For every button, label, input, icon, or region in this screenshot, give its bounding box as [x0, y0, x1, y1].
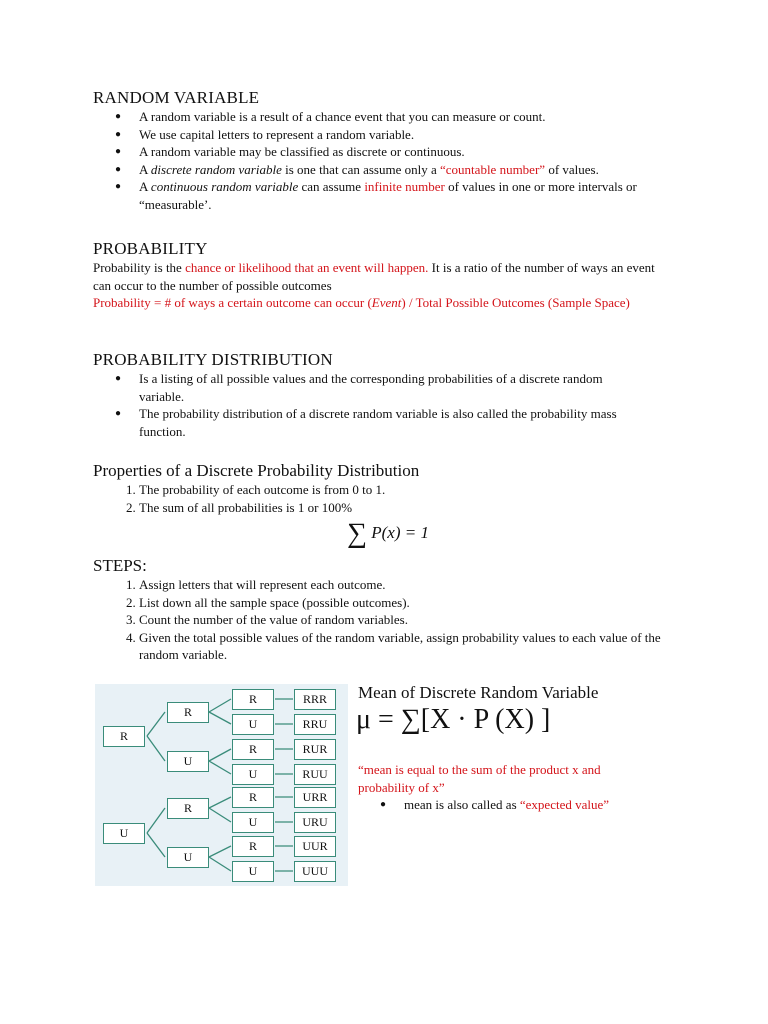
mean-list [358, 796, 648, 814]
italic-term: discrete random variable [150, 161, 282, 177]
distribution-list [93, 370, 683, 440]
list-item: ● Is a listing of all possible values and the corresponding probabilities of a discrete random variable. [139, 370, 633, 405]
tree-outcome: URU [294, 812, 336, 833]
tree-outcome: UUU [294, 861, 336, 882]
text: Probability is the [93, 260, 186, 275]
list-item: 4. Given the total possible values of the random variable, assign probability values to each value of the random variable. [139, 629, 683, 664]
list-item [139, 161, 683, 179]
mean-formula: μ = ∑[X · P (X) ] [356, 704, 551, 735]
text: can assume [298, 179, 365, 194]
tree-node-l3: R [232, 787, 274, 808]
italic-term: continuous random variable [150, 179, 299, 194]
properties-heading: Properties of a Discrete Probability Distribution [93, 461, 420, 480]
tree-diagram [95, 684, 348, 886]
section-properties [93, 461, 683, 550]
random-variable-heading: RANDOM VARIABLE [93, 88, 260, 107]
text: of values in one or more intervals or “measurable’. [139, 179, 637, 212]
distribution-heading: PROBABILITY DISTRIBUTION [93, 350, 333, 369]
properties-list [93, 481, 683, 516]
text: ) / Total Possible Outcomes (Sample Space) [401, 295, 630, 310]
steps-list [93, 576, 683, 664]
list-item: 3. Count the number of the value of random variables. [139, 611, 683, 629]
probability-definition [93, 259, 675, 294]
probability-heading: PROBABILITY [93, 239, 208, 258]
text: of values. [545, 161, 599, 177]
tree-node-u-r: R [167, 798, 209, 819]
text: is one that can assume only a [281, 161, 441, 177]
text: A [139, 179, 151, 194]
text: A [139, 161, 151, 177]
tree-node-u-u: U [167, 847, 209, 868]
probability-formula [93, 294, 675, 312]
list-item [404, 796, 648, 814]
formula-text: P(x) = 1 [371, 523, 429, 542]
list-item: 1. The probability of each outcome is from 0 to 1. [139, 481, 683, 499]
sum-formula [93, 518, 683, 550]
mean-description [358, 761, 648, 814]
tree-node-l3: R [232, 689, 274, 710]
list-item [139, 178, 683, 213]
tree-node-l3: U [232, 861, 274, 882]
tree-node-l3: R [232, 739, 274, 760]
text: mean is also called as [404, 797, 520, 812]
tree-node-l3: R [232, 836, 274, 857]
mean-heading: Mean of Discrete Random Variable [358, 683, 599, 702]
tree-outcome: UUR [294, 836, 336, 857]
list-item: 1. Assign letters that will represent each outcome. [139, 576, 683, 594]
highlight-text: “countable number” [440, 161, 546, 177]
text: It is a ratio of the number of ways an event can occur to the number of possible outcomes [93, 260, 655, 293]
list-item: 2. The sum of all probabilities is 1 or 100% [139, 499, 683, 517]
tree-outcome: RUR [294, 739, 336, 760]
section-probability [93, 239, 675, 312]
list-item: ● A random variable is a result of a chance event that you can measure or count. [139, 108, 683, 126]
text: Probability = # of ways a certain outcome can occur ( [93, 295, 372, 310]
list-item: ● We use capital letters to represent a random variable. [139, 126, 683, 144]
tree-outcome: URR [294, 787, 336, 808]
tree-outcome: RRR [294, 689, 336, 710]
tree-node-l3: U [232, 812, 274, 833]
tree-node-root-u: U [103, 823, 145, 844]
list-item: ● The probability distribution of a discrete random variable is also called the probability mass function. [139, 405, 633, 440]
highlight-text: chance or likelihood that an event will happen. [185, 260, 429, 275]
section-random-variable [93, 88, 683, 213]
tree-outcome: RRU [294, 714, 336, 735]
tree-node-r-u: U [167, 751, 209, 772]
tree-outcome: RUU [294, 764, 336, 785]
italic-term: Event [371, 295, 402, 310]
mean-quote: “mean is equal to the sum of the product x and probability of x” [358, 762, 601, 795]
section-probability-distribution [93, 350, 683, 440]
section-steps [93, 556, 683, 664]
tree-node-root-r: R [103, 726, 145, 747]
tree-node-l3: U [232, 764, 274, 785]
sigma-symbol: ∑ [347, 518, 367, 549]
random-variable-list [93, 108, 683, 213]
list-item: 2. List down all the sample space (possible outcomes). [139, 594, 683, 612]
list-item: ● A random variable may be classified as discrete or continuous. [139, 143, 683, 161]
tree-node-l3: U [232, 714, 274, 735]
tree-node-r-r: R [167, 702, 209, 723]
steps-heading: STEPS: [93, 556, 147, 575]
highlight-text: infinite number [364, 179, 445, 194]
highlight-text: “expected value” [519, 797, 610, 812]
